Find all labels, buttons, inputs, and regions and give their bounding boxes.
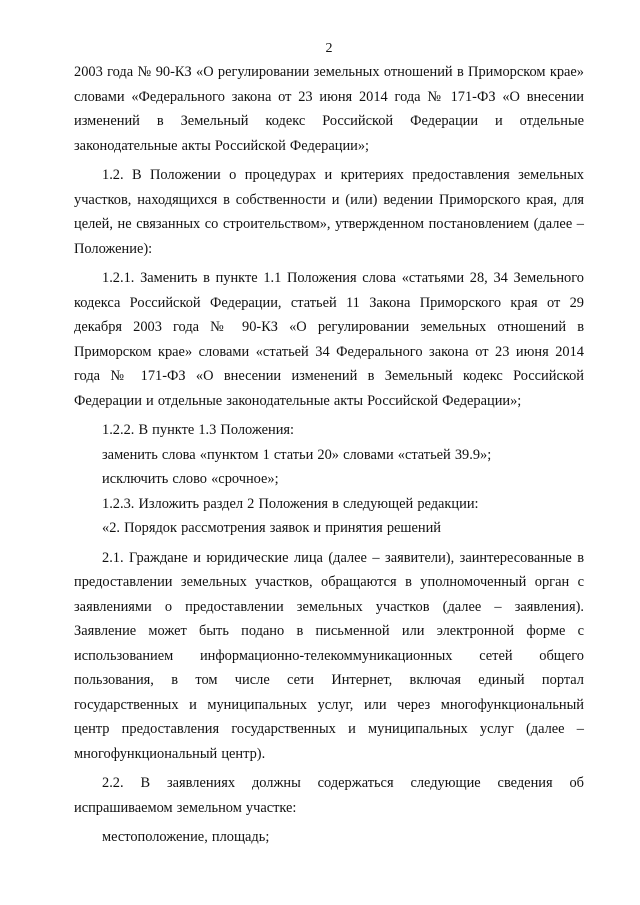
document-page (74, 40, 584, 855)
paragraph-exclude-word: исключить слово «срочное»; (102, 471, 279, 487)
paragraph-law-reference-continuation: 2003 года № 90-КЗ «О регулировании земельных отношений в Приморском крае» словами «Федерального закона от 23 июня 2014 года № 171-ФЗ «О внесении изменений в Земельный кодекс Российской Федерации и отдельные законодательные акты Российской Федерации»; (74, 64, 584, 154)
paragraph-1-2: 1.2. В Положении о процедурах и критериях предоставления земельных участков, находящихся в собственности и (или) ведении Приморского края, для целей, не связанных со строительством», утвержденном постановлением (далее – Положение): (74, 167, 584, 257)
paragraph-2-2: 2.2. В заявлениях должны содержаться следующие сведения об испрашиваемом земельном участке: (74, 775, 584, 816)
paragraph-1-2-1: 1.2.1. Заменить в пункте 1.1 Положения слова «статьями 28, 34 Земельного кодекса Российской Федерации, статьей 11 Закона Приморского края от 29 декабря 2003 года № 90-КЗ «О регулировании земельных отношений в Приморском крае» словами «статьей 34 Федерального закона от 23 июня 2014 года № 171-ФЗ «О внесении изменений в Земельный кодекс Российской Федерации и отдельные законодательные акты Российской Федерации»; (74, 270, 584, 409)
paragraph-2-1: 2.1. Граждане и юридические лица (далее – заявители), заинтересованные в предоставлении земельных участков, обращаются в уполномоченный орган с заявлениями о предоставлении земельных участков (далее – заявления). Заявление может быть подано в письменной или электронной форме с использованием информационно-телекоммуникационных сетей общего пользования, в том числе сети Интернет, включая единый портал государственных и муниципальных услуг, или через многофункциональный центр предоставления государственных и муниципальных услуг (далее – многофункциональный центр). (74, 549, 584, 762)
paragraph-location-area: местоположение, площадь; (102, 829, 270, 845)
paragraph-1-2-2: 1.2.2. В пункте 1.3 Положения: (102, 422, 295, 438)
page-number: 2 (325, 41, 333, 56)
paragraph-replace-words: заменить слова «пунктом 1 статьи 20» словами «статьей 39.9»; (102, 446, 492, 463)
section-2-heading: «2. Порядок рассмотрения заявок и принятия решений (102, 520, 441, 536)
paragraph-1-2-3: 1.2.3. Изложить раздел 2 Положения в следующей редакции: (102, 495, 479, 512)
